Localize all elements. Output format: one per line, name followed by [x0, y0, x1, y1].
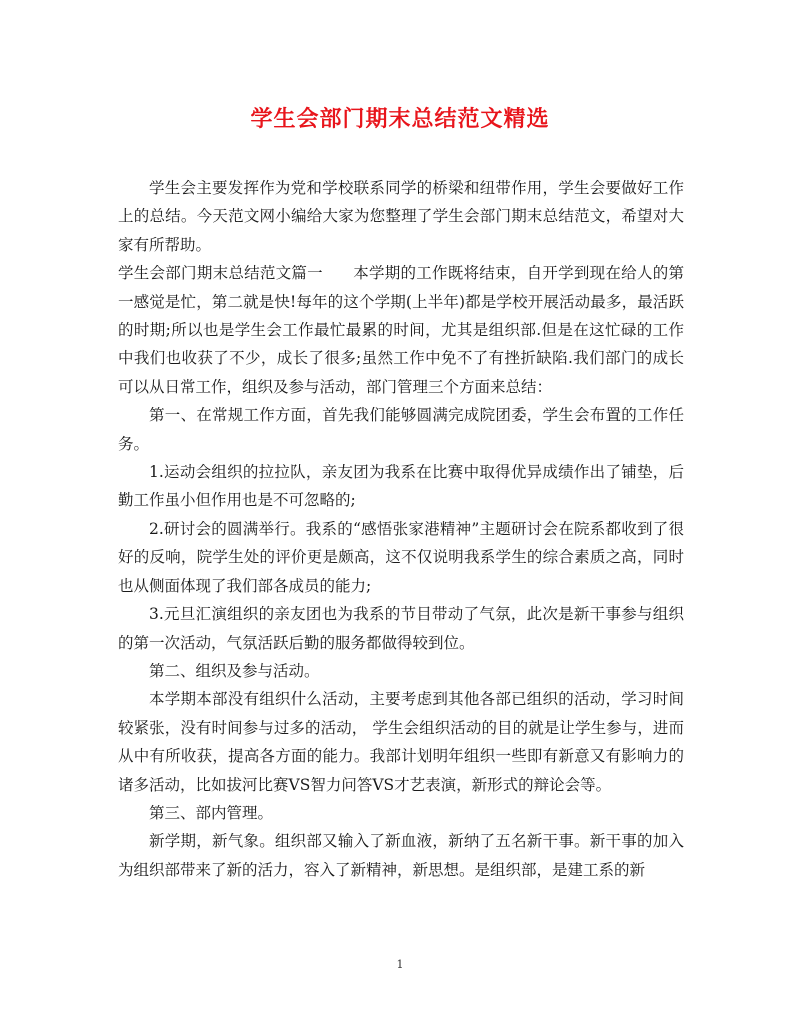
page-number: 1 [396, 958, 404, 971]
paragraph-item-1: 1.运动会组织的拉拉队，亲友团为我系在比赛中取得优异成绩作出了铺垫，后勤工作虽小但作用也是不可忽略的; [118, 463, 684, 510]
paragraph-item-2: 2.研讨会的圆满举行。我系的“感悟张家港精神”主题研讨会在院系都收到了很好的反响，院学生处的评价更是颇高，这不仅说明我系学生的综合素质之高，同时也从侧面体现了我们部各成员的能力; [118, 519, 684, 595]
paragraph-first: 第一、在常规工作方面，首先我们能够圆满完成院团委，学生会布置的工作任务。 [118, 406, 684, 453]
paragraph-third-heading: 第三、部内管理。 [149, 803, 274, 822]
paragraph-third-text: 新学期，新气象。组织部又输入了新血液，新纳了五名新干事。新干事的加入为组织部带来了新的活力，容入了新精神，新思想。是组织部，是建工系的新 [118, 832, 684, 879]
paragraph-second-heading: 第二、组织及参与活动。 [149, 661, 320, 680]
paragraph-second-text: 本学期本部没有组织什么活动，主要考虑到其他各部已组织的活动，学习时间较紧张，没有时间参与过多的活动， 学生会组织活动的目的就是让学生参与，进而从中有所收获，提高各方面的能力。我部计划明年组织一些即有新意又有影响力的诸多活动，比如拔河比赛VS智力问答VS才艺表演，新形式的辩论会等。 [118, 690, 684, 794]
intro-paragraph: 学生会主要发挥作为党和学校联系同学的桥梁和纽带作用，学生会要做好工作上的总结。今天范文网小编给大家为您整理了学生会部门期末总结范文，希望对大家有所帮助。 [118, 179, 684, 254]
document-body [118, 174, 684, 884]
section-label: 学生会部门期末总结范文篇一 [118, 264, 323, 283]
section-paragraph [118, 259, 684, 401]
section-text: 本学期的工作既将结束，自开学到现在给人的第一感觉是忙，第二就是快!每年的这个学期(上半年)都是学校开展活动最多，最活跃的时期;所以也是学生会工作最忙最累的时间，尤其是组织部.但是在这忙碌的工作中我们也收获了不少，成长了很多;虽然工作中免不了有挫折缺陷.我们部门的成长可以从日常工作，组织及参与活动，部门管理三个方面来总结： [118, 264, 684, 396]
paragraph-item-3: 3.元旦汇演组织的亲友团也为我系的节目带动了气氛，此次是新干事参与组织的第一次活动，气氛活跃后勤的服务都做得较到位。 [118, 605, 684, 652]
document-title: 学生会部门期末总结范文精选 [250, 106, 550, 132]
